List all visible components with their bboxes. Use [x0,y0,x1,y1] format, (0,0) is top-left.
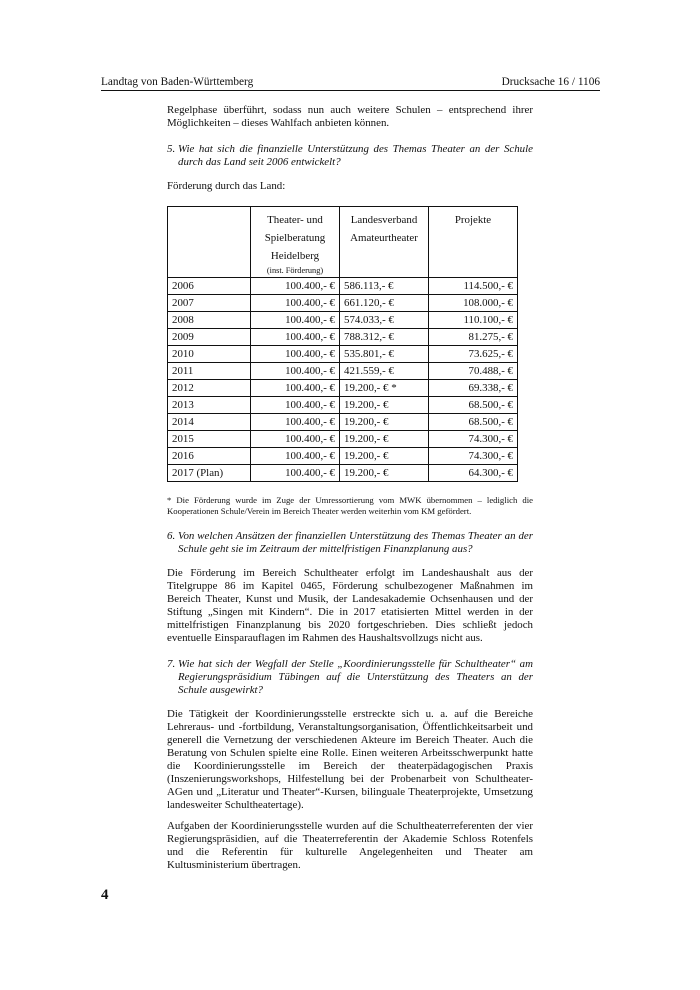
question-6-text: Von welchen Ansätzen der finanziellen Unterstützung des Themas Theater an der Schule geht sie im Zeitraum der mittelfristigen Finanzplanung aus? [178,530,533,555]
table-row [168,380,518,397]
header-col1-line1: Theater- und [267,214,323,226]
cell-landesverband: 421.559,- € [340,363,429,380]
cell-theater-spielberatung: 100.400,- € [251,312,340,329]
header-col1-line3: Heidelberg [270,250,320,262]
cell-year: 2014 [168,414,251,431]
question-5-number: 5. [167,143,176,155]
table-row [168,346,518,363]
table-row [168,414,518,431]
cell-projekte: 73.625,- € [429,346,518,363]
cell-projekte: 68.500,- € [429,397,518,414]
question-6 [167,530,533,556]
cell-theater-spielberatung: 100.400,- € [251,346,340,363]
cell-year: 2008 [168,312,251,329]
cell-year: 2010 [168,346,251,363]
cell-year: 2011 [168,363,251,380]
question-6-number: 6. [167,530,176,542]
cell-projekte: 68.500,- € [429,414,518,431]
cell-landesverband: 19.200,- € [340,448,429,465]
header-col2-line2: Amateurtheater [350,232,418,244]
cell-projekte: 74.300,- € [429,448,518,465]
cell-projekte: 74.300,- € [429,431,518,448]
header-landesverband [340,207,429,278]
table-row [168,465,518,482]
table-footnote: * Die Förderung wurde im Zuge der Umressortierung vom MWK übernommen – lediglich die Kooperationen Schule/Verein im Bereich Theater werden weiterhin vom KM gefördert. [167,495,533,516]
question-5-text: Wie hat sich die finanzielle Unterstützung des Themas Theater an der Schule durch das Land seit 2006 entwickelt? [178,143,533,168]
cell-theater-spielberatung: 100.400,- € [251,431,340,448]
cell-theater-spielberatung: 100.400,- € [251,448,340,465]
cell-theater-spielberatung: 100.400,- € [251,363,340,380]
cell-projekte: 69.338,- € [429,380,518,397]
table-row [168,278,518,295]
table-header-row [168,207,518,278]
cell-year: 2009 [168,329,251,346]
cell-theater-spielberatung: 100.400,- € [251,295,340,312]
funding-label: Förderung durch das Land: [167,180,286,192]
cell-landesverband: 586.113,- € [340,278,429,295]
cell-theater-spielberatung: 100.400,- € [251,278,340,295]
cell-landesverband: 788.312,- € [340,329,429,346]
question-5 [167,143,533,169]
cell-theater-spielberatung: 100.400,- € [251,465,340,482]
table-row [168,431,518,448]
answer-6: Die Förderung im Bereich Schultheater erfolgt im Landeshaushalt aus der Titelgruppe 86 im Kapitel 0465, Förderung schulbezogener Maßnahmen im Bereich Theater, Kunst und Musik, der Landesakademie Ochsenhausen und der Stiftung „Singen mit Kindern“. Die in 2017 etatisierten Mittel werden in der mittelfristigen Finanzplanung bis 2020 fortgeschrieben. Dies schließt jedoch eventuelle Einsparauflagen im Rahmen des Haushaltsvollzugs nicht aus. [167,567,533,644]
question-7 [167,658,533,697]
cell-projekte: 108.000,- € [429,295,518,312]
cell-projekte: 114.500,- € [429,278,518,295]
header-document-number: Drucksache 16 / 1106 [501,76,600,88]
cell-landesverband: 19.200,- € [340,465,429,482]
question-7-number: 7. [167,658,176,670]
header-col1-note: (inst. Förderung) [266,266,324,275]
cell-landesverband: 535.801,- € [340,346,429,363]
cell-year: 2006 [168,278,251,295]
cell-year: 2012 [168,380,251,397]
table-row [168,329,518,346]
header-year [168,207,251,278]
cell-year: 2013 [168,397,251,414]
cell-landesverband: 19.200,- € [340,397,429,414]
table-row [168,363,518,380]
cell-year: 2015 [168,431,251,448]
cell-projekte: 81.275,- € [429,329,518,346]
cell-year: 2017 (Plan) [168,465,251,482]
cell-landesverband: 574.033,- € [340,312,429,329]
cell-projekte: 64.300,- € [429,465,518,482]
table-row [168,295,518,312]
table-row [168,312,518,329]
cell-projekte: 110.100,- € [429,312,518,329]
document-body [167,104,533,872]
header-col1-line2: Spielberatung [264,232,326,244]
cell-theater-spielberatung: 100.400,- € [251,380,340,397]
header-rule [101,90,600,91]
intro-paragraph: Regelphase überführt, sodass nun auch weitere Schulen – entsprechend ihrer Möglichkeiten – dieses Wahlfach anbieten können. [167,104,533,129]
cell-year: 2007 [168,295,251,312]
header-parliament: Landtag von Baden-Württemberg [101,76,254,88]
header-col2-line1: Landesverband [350,214,418,226]
header-projekte: Projekte [429,207,518,278]
cell-projekte: 70.488,- € [429,363,518,380]
cell-year: 2016 [168,448,251,465]
cell-theater-spielberatung: 100.400,- € [251,414,340,431]
question-7-text: Wie hat sich der Wegfall der Stelle „Koordinierungsstelle für Schultheater“ am Regierungspräsidium Tübingen auf die Unterstützung des Theaters an der Schule ausgewirkt? [178,658,533,696]
answer-7-paragraph-2: Aufgaben der Koordinierungsstelle wurden auf die Schultheaterreferenten der vier Regierungspräsidien, auf die Theaterreferentin der Akademie Schloss Rotenfels und die Referentin für kulturelle Angelegenheiten und Theater am Kultusministerium übertragen. [167,820,533,871]
cell-landesverband: 661.120,- € [340,295,429,312]
funding-table [167,206,518,482]
table-row [168,397,518,414]
cell-theater-spielberatung: 100.400,- € [251,397,340,414]
table-row [168,448,518,465]
cell-theater-spielberatung: 100.400,- € [251,329,340,346]
answer-7-paragraph-1: Die Tätigkeit der Koordinierungsstelle erstreckte sich u. a. auf die Bereiche Lehreraus- und -fortbildung, Veranstaltungsorganisation, Öffentlichkeitsarbeit und generell die Vernetzung der verschiedenen Akteure im Bereich Theater. Auch die Beratung von Schulen spielte eine Rolle. Einen weiteren Arbeitsschwerpunkt hatte die Koordinierungsstelle im Bereich der theaterpädagogischen Praxis (Inszenierungsworkshops, Hilfestellung bei der Probenarbeit von Schultheater-AGen und „Literatur und Theater“-Kursen, bilinguale Theaterprojekte, Umsetzung landesweiter Schultheatertage). [167,708,533,811]
page-number: 4 [101,887,109,903]
header-theater-spielberatung [251,207,340,278]
cell-landesverband: 19.200,- € [340,431,429,448]
cell-landesverband: 19.200,- € * [340,380,429,397]
cell-landesverband: 19.200,- € [340,414,429,431]
